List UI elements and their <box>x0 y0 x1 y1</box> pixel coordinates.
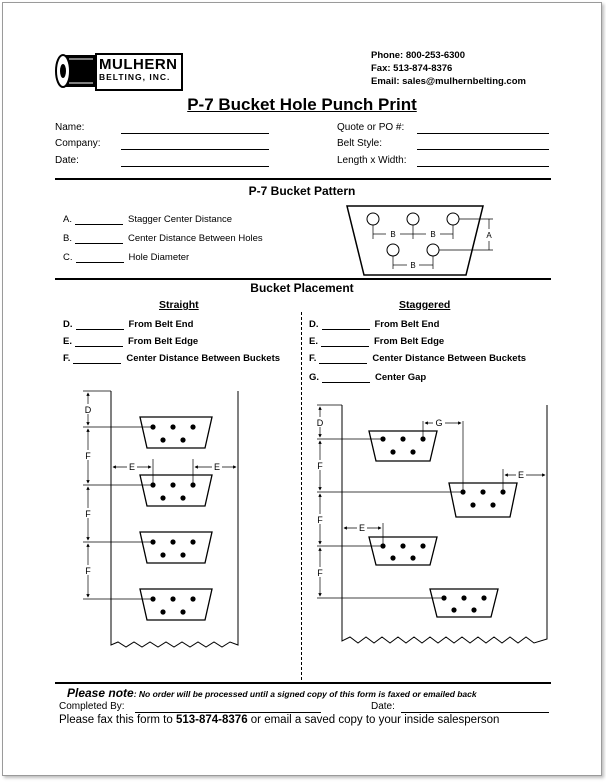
dim-label-b: B <box>410 261 416 270</box>
dim-label-a: A <box>486 231 492 240</box>
company-field[interactable] <box>121 149 269 150</box>
completed-by-field[interactable] <box>135 712 321 713</box>
hole-icon <box>447 213 459 225</box>
staggered-bucket <box>369 537 437 565</box>
staggered-item-g <box>309 372 426 383</box>
quote-field[interactable] <box>417 133 549 134</box>
hole-icon <box>427 244 439 256</box>
dim-label-f: F <box>317 568 323 578</box>
pattern-item-letter: B. <box>63 233 72 244</box>
straight-item-label: Center Distance Between Buckets <box>126 353 281 364</box>
note-text: : No order will be processed until a signed copy of this form is faxed or emailed back <box>133 689 477 699</box>
fax-suffix: or email a saved copy to your inside salesperson <box>247 714 500 726</box>
belt-roll-icon <box>55 49 99 89</box>
belt-style-label: Belt Style: <box>337 138 383 149</box>
hole-icon <box>387 244 399 256</box>
date-label: Date: <box>55 155 79 166</box>
straight-item-letter: E. <box>63 336 72 347</box>
pattern-item-letter: C. <box>63 252 73 263</box>
company-logo <box>55 49 179 89</box>
bucket-pattern-diagram <box>343 203 503 278</box>
straight-bucket <box>140 532 212 563</box>
company-label: Company: <box>55 138 101 149</box>
staggered-item-letter: F. <box>309 353 317 364</box>
straight-item-d <box>63 319 193 330</box>
fax-number: 513-874-8376 <box>175 714 248 726</box>
dim-label-b: B <box>390 230 396 239</box>
dim-label-f: F <box>85 451 91 461</box>
belt-style-field[interactable] <box>417 149 549 150</box>
pattern-item-label: Stagger Center Distance <box>127 214 233 225</box>
straight-heading: Straight <box>159 299 199 311</box>
page-title: P-7 Bucket Hole Punch Print <box>187 95 417 114</box>
staggered-bucket <box>430 589 498 617</box>
straight-item-label: From Belt Edge <box>127 336 199 347</box>
staggered-bucket <box>369 431 437 461</box>
staggered-e-field[interactable] <box>321 337 369 347</box>
staggered-item-label: Center Distance Between Buckets <box>372 353 527 364</box>
staggered-item-letter: D. <box>309 319 319 330</box>
footer-date-label: Date: <box>371 701 395 712</box>
dim-label-f: F <box>85 566 91 576</box>
logo-company-suffix: BELTING, INC. <box>99 72 171 82</box>
straight-f-field[interactable] <box>73 354 121 364</box>
staggered-placement-diagram <box>309 399 554 661</box>
dim-label-d: D <box>316 418 324 428</box>
divider <box>55 178 551 180</box>
contact-block <box>371 49 526 88</box>
staggered-heading: Staggered <box>399 299 451 311</box>
staggered-f-field[interactable] <box>319 354 367 364</box>
hole-icon <box>407 213 419 225</box>
staggered-item-f <box>309 353 526 364</box>
length-width-field[interactable] <box>417 166 549 167</box>
staggered-item-label: From Belt End <box>374 319 440 330</box>
column-divider <box>301 312 302 680</box>
staggered-item-letter: E. <box>309 336 318 347</box>
pattern-item-b <box>63 233 263 244</box>
hole-icon <box>367 213 379 225</box>
straight-bucket <box>140 589 212 620</box>
date-field[interactable] <box>121 166 269 167</box>
straight-bucket <box>140 417 212 448</box>
dim-label-g: G <box>435 418 443 428</box>
staggered-item-label: From Belt Edge <box>373 336 445 347</box>
staggered-item-d <box>309 319 439 330</box>
contact-fax: Fax: 513-874-8376 <box>371 63 453 74</box>
dim-label-e: E <box>358 523 366 533</box>
dim-label-f: F <box>317 515 323 525</box>
staggered-g-field[interactable] <box>322 373 370 383</box>
divider <box>55 278 551 280</box>
straight-item-letter: F. <box>63 353 71 364</box>
pattern-a-field[interactable] <box>75 215 123 225</box>
straight-item-label: From Belt End <box>128 319 194 330</box>
straight-item-e <box>63 336 198 347</box>
note-line <box>67 684 477 702</box>
dim-label-e: E <box>128 462 136 472</box>
name-field[interactable] <box>121 133 269 134</box>
pattern-item-c <box>63 252 189 263</box>
staggered-item-letter: G. <box>309 372 320 383</box>
form-page <box>2 2 602 776</box>
dim-label-f: F <box>317 461 323 471</box>
pattern-item-label: Center Distance Between Holes <box>127 233 263 244</box>
straight-bucket <box>140 475 212 506</box>
placement-heading: Bucket Placement <box>250 281 354 295</box>
completed-by-label: Completed By: <box>59 701 125 712</box>
logo-company-name: MULHERN <box>99 56 178 73</box>
footer-date-field[interactable] <box>401 712 549 713</box>
dim-label-e: E <box>517 470 525 480</box>
contact-email: Email: sales@mulhernbelting.com <box>371 76 526 87</box>
pattern-c-field[interactable] <box>76 253 124 263</box>
name-label: Name: <box>55 122 85 133</box>
note-title: Please note <box>67 686 134 700</box>
straight-item-f <box>63 353 280 364</box>
fax-prefix: Please fax this form to <box>59 714 176 726</box>
pattern-item-a <box>63 214 232 225</box>
dim-label-f: F <box>85 509 91 519</box>
quote-label: Quote or PO #: <box>337 122 405 133</box>
staggered-d-field[interactable] <box>322 320 370 330</box>
length-width-label: Length x Width: <box>337 155 407 166</box>
staggered-item-label: Center Gap <box>375 372 427 383</box>
dim-label-b: B <box>430 230 436 239</box>
straight-d-field[interactable] <box>76 320 124 330</box>
fax-instruction <box>59 714 499 726</box>
pattern-item-label: Hole Diameter <box>128 252 190 263</box>
dim-label-e: E <box>213 462 221 472</box>
pattern-item-letter: A. <box>63 214 72 225</box>
straight-item-letter: D. <box>63 319 73 330</box>
contact-phone: Phone: 800-253-6300 <box>371 50 465 61</box>
pattern-heading: P-7 Bucket Pattern <box>248 184 356 198</box>
staggered-item-e <box>309 336 444 347</box>
straight-e-field[interactable] <box>75 337 123 347</box>
pattern-b-field[interactable] <box>75 234 123 244</box>
dim-label-d: D <box>84 405 92 415</box>
staggered-bucket <box>449 483 517 517</box>
straight-placement-diagram <box>73 387 248 657</box>
